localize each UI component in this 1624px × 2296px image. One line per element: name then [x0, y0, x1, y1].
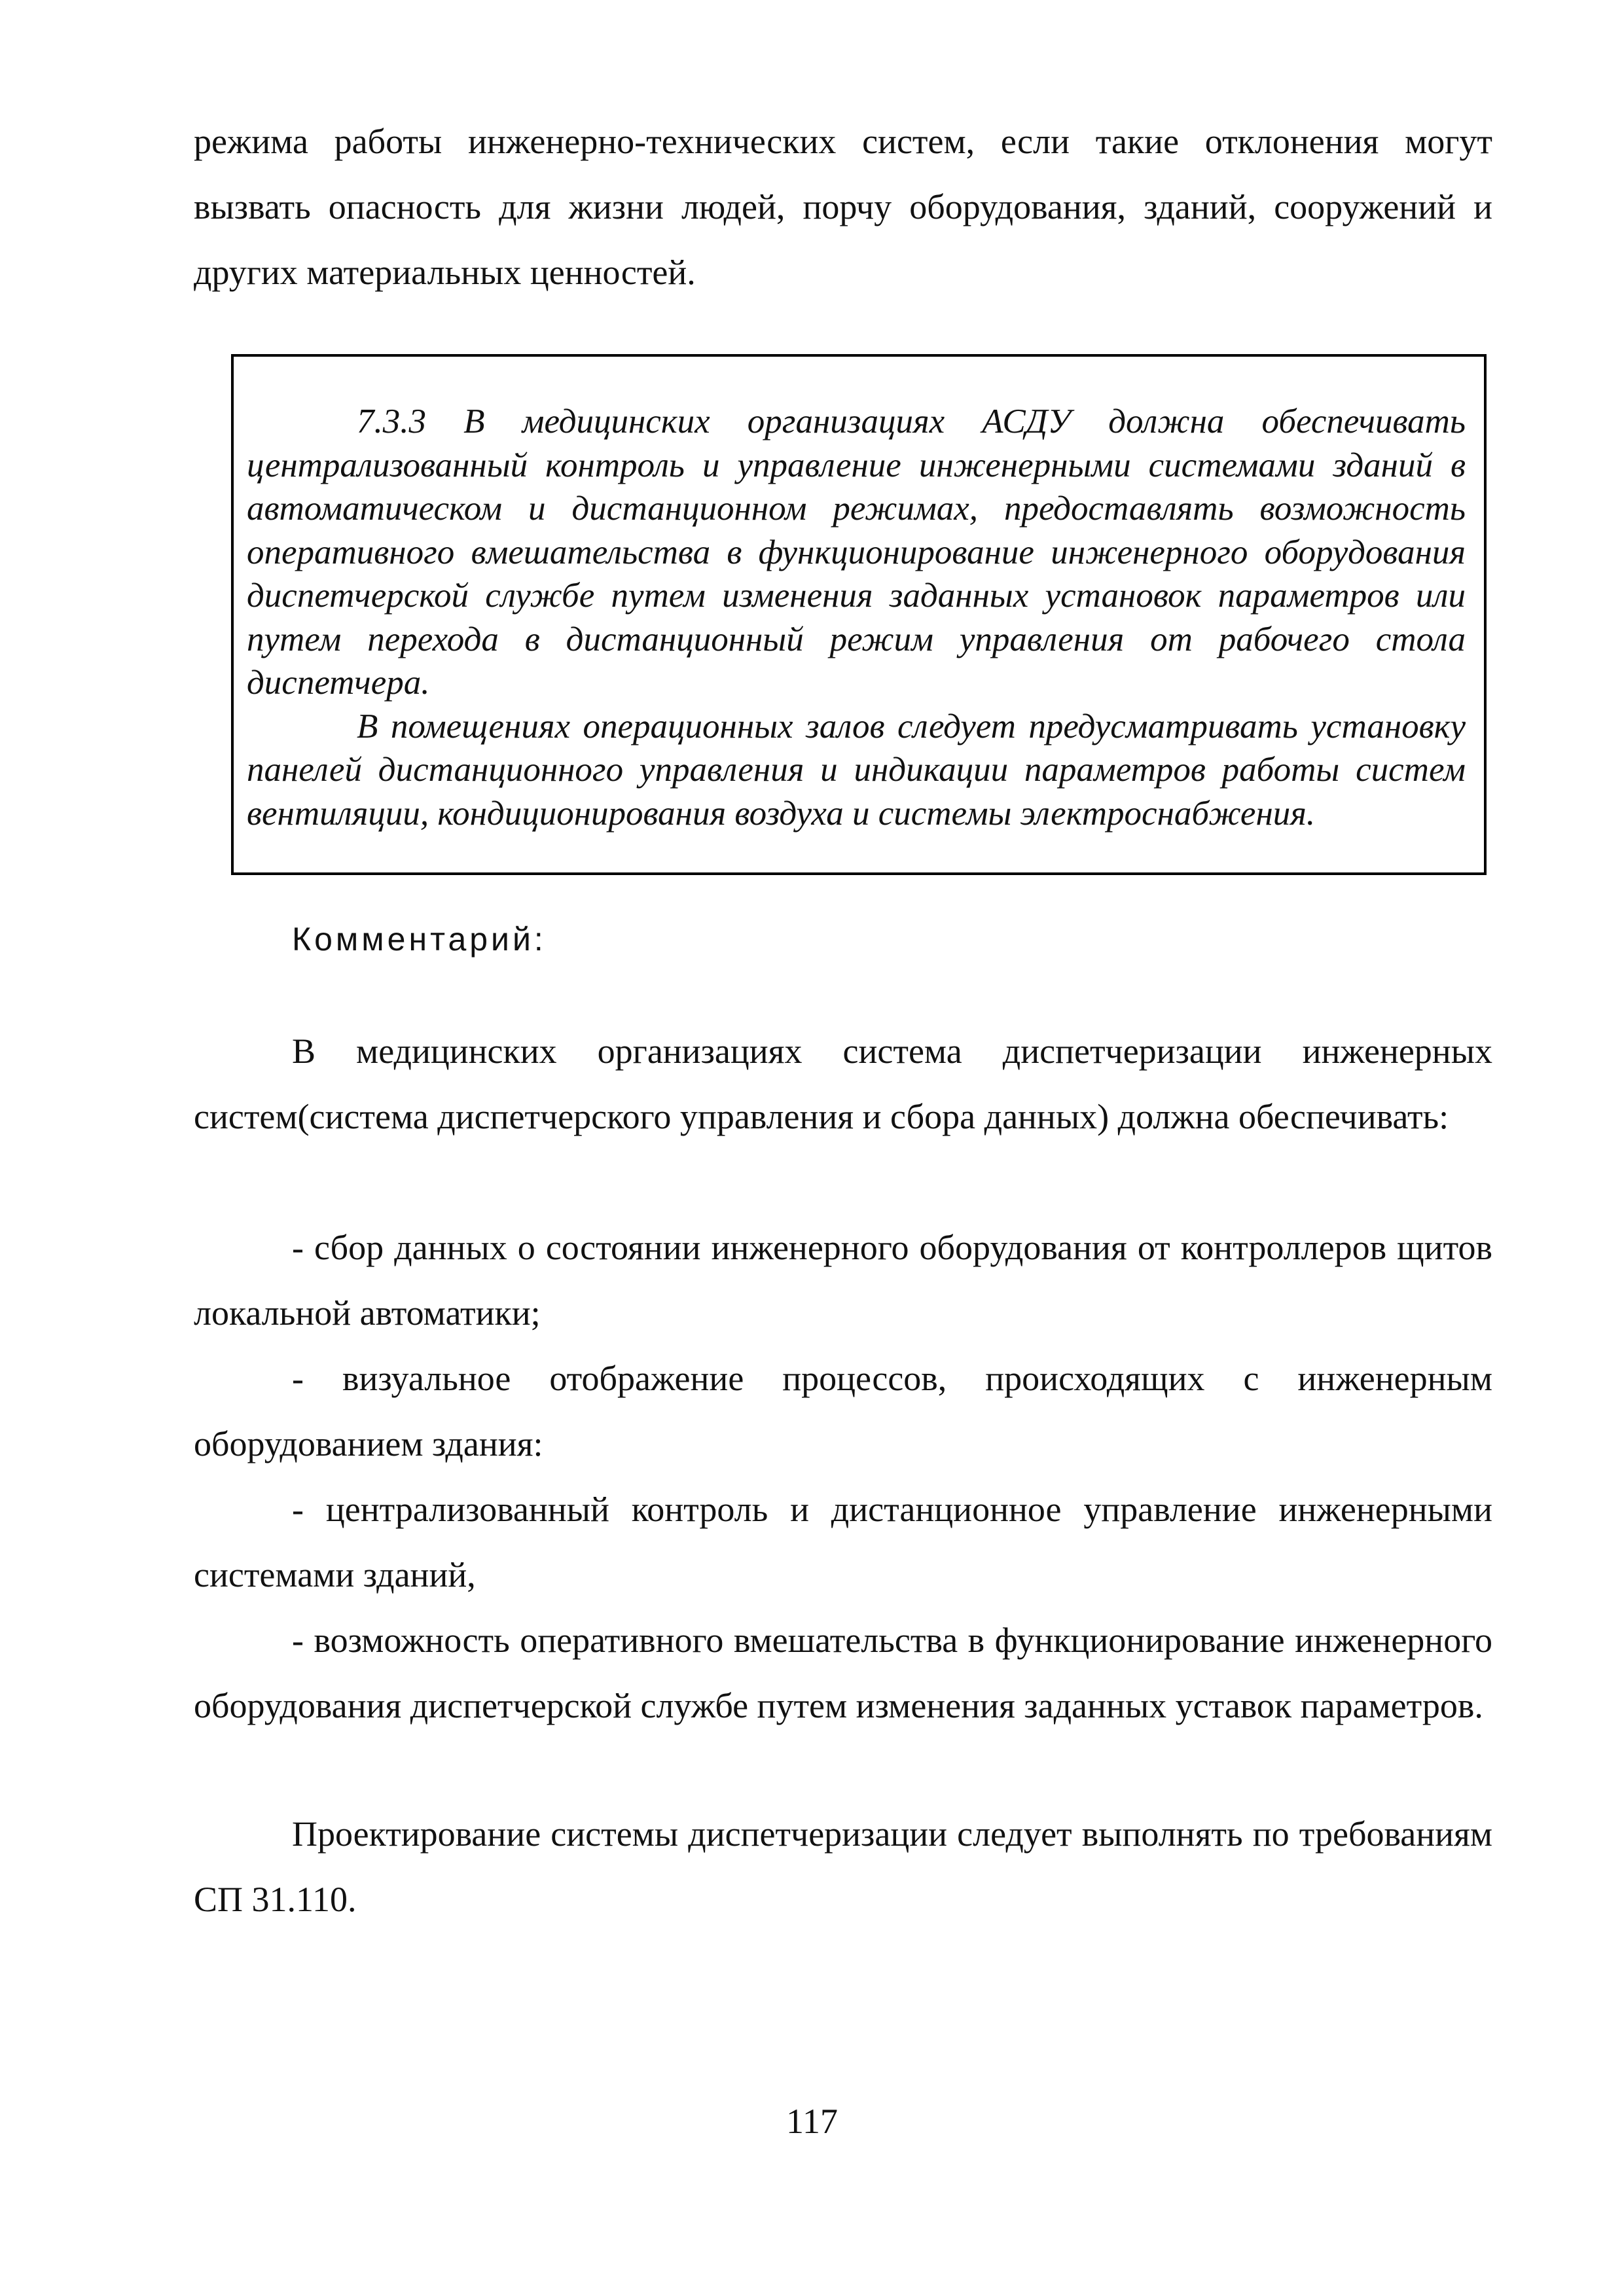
- comment-paragraph-2: Проектирование системы диспетчеризации следует выполнять по требованиям СП 31.110.: [194, 1814, 1492, 1919]
- comment-heading: Комментарий:: [292, 921, 547, 958]
- quote-paragraph-1: 7.3.3 В медицинских организациях АСДУ должна обеспечивать централизованный контроль и управление инженерными системами зданий в автоматическом и дистанционном режимах, предоставлять возможность оперативного вмешательства в функционирование инженерного оборудования диспетчерской службе путем изменения заданных установок параметров или путем перехода в дистанционный режим управления от рабочего стола диспетчера.: [247, 403, 1466, 702]
- quoted-regulation-box: [231, 354, 1487, 875]
- comment-paragraph-1: В медицинских организациях система диспетчеризации инженерных систем(система диспетчерского управления и сбора данных) должна обеспечивать:: [194, 1031, 1492, 1136]
- comment-list-item-1: - сбор данных о состоянии инженерного оборудования от контроллеров щитов локальной автоматики;: [194, 1228, 1492, 1333]
- quote-paragraph-2: В помещениях операционных залов следует предусматривать установку панелей дистанционного управления и индикации параметров работы систем вентиляции, кондиционирования воздуха и системы электроснабжения.: [247, 707, 1466, 833]
- comment-list-item-3: - централизованный контроль и дистанционное управление инженерными системами зданий,: [194, 1490, 1492, 1594]
- comment-list-item-4: - возможность оперативного вмешательства в функционирование инженерного оборудования диспетчерской службе путем изменения заданных уставок параметров.: [194, 1621, 1492, 1725]
- comment-list-item-2: - визуальное отображение процессов, происходящих с инженерным оборудованием здания:: [194, 1359, 1492, 1463]
- page-number: 117: [786, 2102, 838, 2141]
- intro-paragraph: режима работы инженерно-технических систем, если такие отклонения могут вызвать опасность для жизни людей, порчу оборудования, зданий, сооружений и других материальных ценностей.: [194, 122, 1492, 292]
